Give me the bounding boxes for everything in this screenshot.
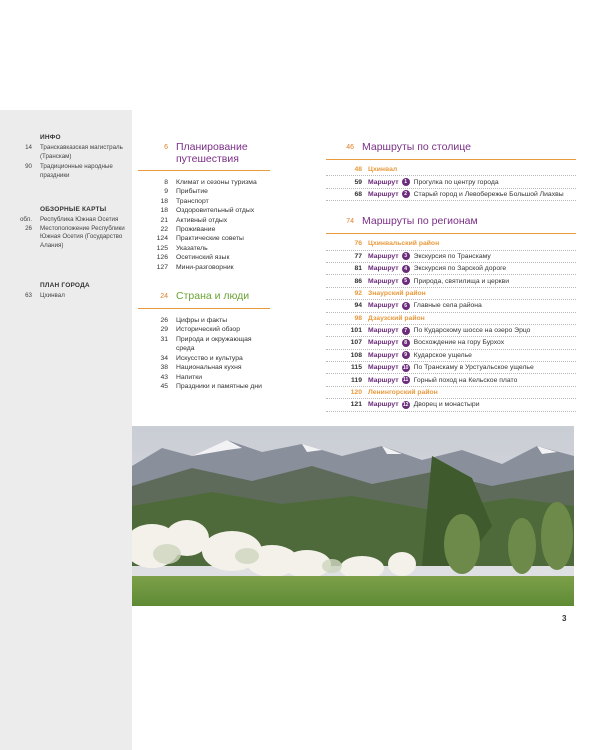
toc-entry[interactable]	[138, 206, 270, 215]
page-ref: 22	[160, 226, 168, 234]
entry-text: Проживание	[176, 226, 216, 234]
toc-entry[interactable]	[138, 216, 270, 225]
route-label: Маршрут	[368, 351, 399, 359]
toc-entry[interactable]	[138, 234, 270, 243]
entry-text: Местоположение Республики Южная Осетия (Государство Алания)	[40, 224, 125, 249]
route-label: Маршрут	[368, 178, 399, 186]
middle-column	[138, 141, 270, 391]
route-label: Маршрут	[368, 302, 399, 310]
entry-text: Мини-разговорник	[176, 263, 234, 271]
section-page-ref: 74	[346, 218, 354, 226]
route-title: Старый город и Левобережье Большой Лиахвы	[413, 190, 564, 198]
page-ref: 59	[354, 178, 362, 186]
page-ref: 76	[354, 240, 362, 248]
section-divider	[138, 170, 270, 171]
toc-entry[interactable]	[138, 244, 270, 253]
section-capital-heading[interactable]	[326, 141, 576, 154]
page-ref: 119	[351, 376, 362, 384]
entry-text: Исторический обзор	[176, 326, 240, 334]
entry-text: Природа и окружающая среда	[176, 335, 252, 353]
entry-text: Указатель	[176, 244, 208, 252]
toc-entry[interactable]	[138, 197, 270, 206]
entry-text: Праздники и памятные дни	[176, 382, 262, 390]
right-column	[326, 141, 576, 412]
section-divider	[138, 308, 270, 309]
route-label: Маршрут	[368, 364, 399, 372]
entry-text: Национальная кухня	[176, 364, 242, 372]
toc-entry[interactable]	[138, 373, 270, 382]
sidebar-info-item[interactable]	[0, 144, 132, 161]
entry-text: Искусство и культура	[176, 354, 243, 362]
route-row[interactable]	[326, 362, 576, 374]
page-ref: 121	[350, 401, 362, 409]
route-title: Кударское ущелье	[413, 351, 472, 359]
toc-entry[interactable]	[138, 382, 270, 391]
section-divider	[326, 233, 576, 234]
section-title: Маршруты по столице	[362, 141, 471, 153]
toc-entry[interactable]	[138, 263, 270, 272]
section-regions-heading[interactable]	[326, 215, 576, 228]
route-number-badge: 3	[402, 252, 410, 260]
route-row[interactable]	[326, 399, 576, 411]
route-number-badge: 11	[402, 377, 409, 384]
sidebar-info-heading: ИНФО	[40, 134, 61, 141]
route-number-badge: 8	[402, 339, 410, 347]
page-ref: 8	[164, 179, 168, 186]
country-list	[138, 316, 270, 391]
route-title: Экскурсия по Транскаму	[413, 252, 491, 260]
region-name: Цхинвал	[368, 166, 398, 174]
region-name: Дзаузский район	[368, 314, 425, 322]
route-row[interactable]	[326, 337, 576, 349]
entry-text: Прибытие	[176, 188, 208, 196]
page-ref: 18	[160, 197, 168, 205]
sidebar-maps-item[interactable]	[0, 225, 132, 251]
page-ref: 77	[354, 252, 362, 260]
entry-text: Напитки	[176, 373, 203, 381]
section-title: Страна и люди	[176, 290, 250, 303]
route-number-badge: 12	[402, 401, 409, 408]
page-ref: 107	[350, 339, 362, 347]
sidebar-maps-heading: ОБЗОРНЫЕ КАРТЫ	[40, 206, 107, 213]
route-label: Маршрут	[368, 252, 399, 260]
page-ref: 38	[160, 364, 168, 372]
region-row[interactable]	[326, 164, 576, 176]
page-ref: 26	[25, 224, 32, 232]
entry-text: Цхинвал	[40, 292, 65, 299]
capital-routes-list	[326, 164, 576, 201]
section-title: Планирование путешествия	[176, 141, 248, 165]
entry-text: Активный отдых	[176, 216, 228, 224]
route-row[interactable]	[326, 263, 576, 275]
region-routes-list	[326, 238, 576, 411]
page-ref: 127	[156, 263, 168, 271]
section-divider	[326, 159, 576, 160]
region-row[interactable]	[326, 313, 576, 325]
page-ref: 14	[25, 144, 32, 151]
entry-text: Транспорт	[176, 197, 209, 205]
route-title: Природа, святилища и церкви	[413, 277, 509, 285]
route-row[interactable]	[326, 275, 576, 287]
page-ref: 98	[354, 314, 362, 322]
entry-text: Оздоровительный отдых	[176, 207, 255, 215]
toc-entry[interactable]	[138, 225, 270, 234]
page-ref: 48	[354, 166, 362, 174]
route-label: Маршрут	[368, 401, 399, 409]
page-ref: 29	[160, 326, 168, 334]
entry-text: Транскавказская магистраль (Транскам)	[40, 144, 123, 160]
page-ref: обл.	[19, 216, 32, 223]
entry-text: Цифры и факты	[176, 317, 228, 325]
route-number-badge: 6	[402, 302, 410, 310]
planning-list	[138, 178, 270, 272]
section-planning-heading[interactable]	[138, 141, 270, 165]
route-row[interactable]	[326, 189, 576, 201]
sidebar-info-section	[0, 134, 132, 180]
route-title: Прогулка по центру города	[413, 178, 499, 186]
toc-entry[interactable]	[138, 335, 270, 354]
entry-text: Практические советы	[176, 235, 244, 243]
route-title: Восхождение на гору Бурхох	[413, 339, 505, 347]
route-number-badge: 1	[402, 178, 410, 186]
sidebar-city-heading: ПЛАН ГОРОДА	[40, 282, 90, 289]
region-name: Ленингорский район	[368, 389, 438, 397]
route-row[interactable]	[326, 350, 576, 362]
section-page-ref: 6	[164, 144, 168, 151]
page-ref: 86	[354, 277, 362, 285]
entry-text: Осетинский язык	[176, 254, 230, 262]
route-row[interactable]	[326, 325, 576, 337]
toc-entry[interactable]	[138, 187, 270, 196]
page-ref: 68	[354, 190, 362, 198]
sidebar-city-item[interactable]	[0, 292, 132, 301]
route-label: Маршрут	[368, 265, 399, 273]
toc-entry[interactable]	[138, 316, 270, 325]
page-ref: 9	[164, 188, 168, 196]
page-ref: 21	[160, 216, 168, 224]
region-row[interactable]	[326, 387, 576, 399]
entry-text: Традиционные народные праздники	[40, 163, 113, 179]
sidebar-maps-item[interactable]	[0, 216, 132, 225]
page-ref: 126	[156, 254, 168, 262]
section-page-ref: 24	[160, 293, 168, 301]
landscape-illustration	[132, 426, 574, 606]
sidebar-panel	[0, 110, 132, 750]
section-country-heading[interactable]	[138, 290, 270, 303]
route-number-badge: 5	[402, 277, 410, 285]
page-ref: 90	[25, 163, 32, 171]
section-title: Маршруты по регионам	[362, 215, 478, 228]
route-row[interactable]	[326, 300, 576, 312]
toc-entry[interactable]	[138, 325, 270, 334]
sidebar-city-section	[0, 282, 132, 301]
route-number-badge: 9	[402, 351, 410, 359]
entry-text: Климат и сезоны туризма	[176, 179, 257, 186]
page-ref: 45	[160, 382, 168, 390]
route-label: Маршрут	[368, 277, 399, 285]
page-ref: 31	[160, 335, 168, 343]
route-row[interactable]	[326, 251, 576, 263]
region-name: Цхинвальский район	[368, 240, 440, 248]
route-number-badge: 2	[402, 190, 410, 198]
sidebar-maps-section	[0, 206, 132, 250]
route-number-badge: 4	[402, 265, 410, 273]
route-label: Маршрут	[368, 339, 399, 347]
page-ref: 108	[350, 351, 362, 359]
page-ref: 63	[25, 292, 32, 299]
route-label: Маршрут	[368, 327, 399, 335]
page-ref: 81	[354, 265, 362, 273]
route-title: По Кударскому шоссе на озеро Эрцо	[413, 327, 531, 335]
toc-entry[interactable]	[138, 178, 270, 187]
page-ref: 94	[354, 302, 362, 310]
route-row[interactable]	[326, 374, 576, 386]
entry-text: Республика Южная Осетия	[40, 216, 119, 223]
sidebar-info-item[interactable]	[0, 163, 132, 180]
page-ref: 124	[156, 235, 168, 243]
page-ref: 101	[350, 327, 362, 335]
region-name: Знаурский район	[368, 289, 426, 297]
toc-entry[interactable]	[138, 253, 270, 262]
page-ref: 18	[160, 207, 168, 215]
toc-entry[interactable]	[138, 354, 270, 363]
route-label: Маршрут	[368, 376, 399, 384]
route-title: Главные села района	[413, 302, 482, 310]
route-number-badge: 7	[402, 327, 410, 335]
region-row[interactable]	[326, 238, 576, 250]
mountain-landscape-photo	[132, 426, 574, 606]
route-row[interactable]	[326, 176, 576, 188]
route-title: Экскурсия по Зарской дороге	[413, 265, 507, 273]
page-ref: 92	[354, 289, 362, 297]
page-ref: 120	[350, 389, 362, 397]
route-number-badge: 10	[402, 364, 409, 371]
route-title: По Транскаму в Урстуальское ущелье	[413, 364, 534, 372]
region-row[interactable]	[326, 288, 576, 300]
route-title: Дворец и монастыри	[413, 401, 480, 409]
toc-entry[interactable]	[138, 363, 270, 372]
section-page-ref: 46	[346, 144, 354, 151]
page-ref: 43	[160, 373, 168, 381]
page-ref: 125	[156, 244, 168, 252]
page-number: 3	[562, 614, 567, 623]
route-label: Маршрут	[368, 190, 399, 198]
page-ref: 34	[160, 354, 168, 362]
route-title: Горный поход на Кельское плато	[413, 376, 518, 384]
page-ref: 26	[160, 317, 168, 325]
page-ref: 115	[351, 364, 362, 372]
